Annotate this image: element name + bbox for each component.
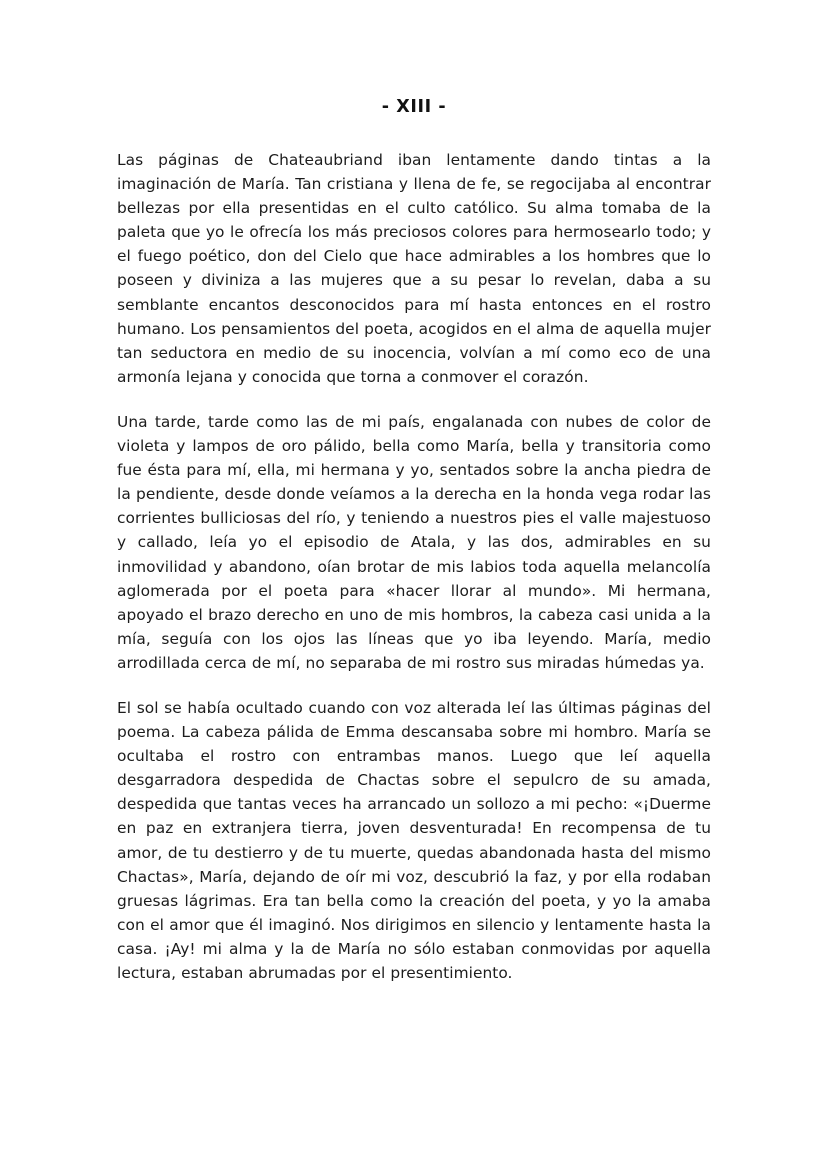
paragraph-2: Una tarde, tarde como las de mi país, engalanada con nubes de color de violeta y lampos de oro pálido, bella como María, bella y transitoria como fue ésta para mí, ella, mi hermana y yo, sentados sobre la ancha piedra de la pendiente, desde donde veíamos a la derecha en la honda vega rodar las corrientes bulliciosas del río, y teniendo a nuestros pies el valle majestuoso y callado, leía yo el episodio de Atala, y las dos, admirables en su inmovilidad y abandono, oían brotar de mis labios toda aquella melancolía aglomerada por el poeta para «hacer llorar al mundo». Mi hermana, apoyado el brazo derecho en uno de mis hombros, la cabeza casi unida a la mía, seguía con los ojos las líneas que yo iba leyendo. María, medio arrodillada cerca de mí, no separaba de mi rostro sus miradas húmedas ya. [117,412,711,672]
page-body [117,96,711,985]
body-text [117,148,711,985]
paragraph-3: El sol se había ocultado cuando con voz alterada leí las últimas páginas del poema. La cabeza pálida de Emma descansaba sobre mi hombro. María se ocultaba el rostro con entrambas manos. Luego que leí aquella desgarradora despedida de Chactas sobre el sepulcro de su amada, despedida que tantas veces ha arrancado un sollozo a mi pecho: «¡Duerme en paz en extranjera tierra, joven desventurada! En recompensa de tu amor, de tu destierro y de tu muerte, quedas abandonada hasta del mismo Chactas», María, dejando de oír mi voz, descubrió la faz, y por ella rodaban gruesas lágrimas. Era tan bella como la creación del poeta, y yo la amaba con el amor que él imaginó. Nos dirigimos en silencio y lentamente hasta la casa. ¡Ay! mi alma y la de María no sólo estaban conmovidas por aquella lectura, estaban abrumadas por el presentimiento. [117,698,711,982]
chapter-title: - XIII - [381,97,447,117]
paragraph-1: Las páginas de Chateaubriand iban lentamente dando tintas a la imaginación de María. Tan cristiana y llena de fe, se regocijaba al encontrar bellezas por ella presentidas en el culto católico. Su alma tomaba de la paleta que yo le ofrecía los más preciosos colores para hermosearlo todo; y el fuego poético, don del Cielo que hace admirables a los hombres que lo poseen y diviniza a las mujeres que a su pesar lo revelan, daba a su semblante encantos desconocidos para mí hasta entonces en el rostro humano. Los pensamientos del poeta, acogidos en el alma de aquella mujer tan seductora en medio de su inocencia, volvían a mí como eco de una armonía lejana y conocida que torna a conmover el corazón. [117,151,711,386]
